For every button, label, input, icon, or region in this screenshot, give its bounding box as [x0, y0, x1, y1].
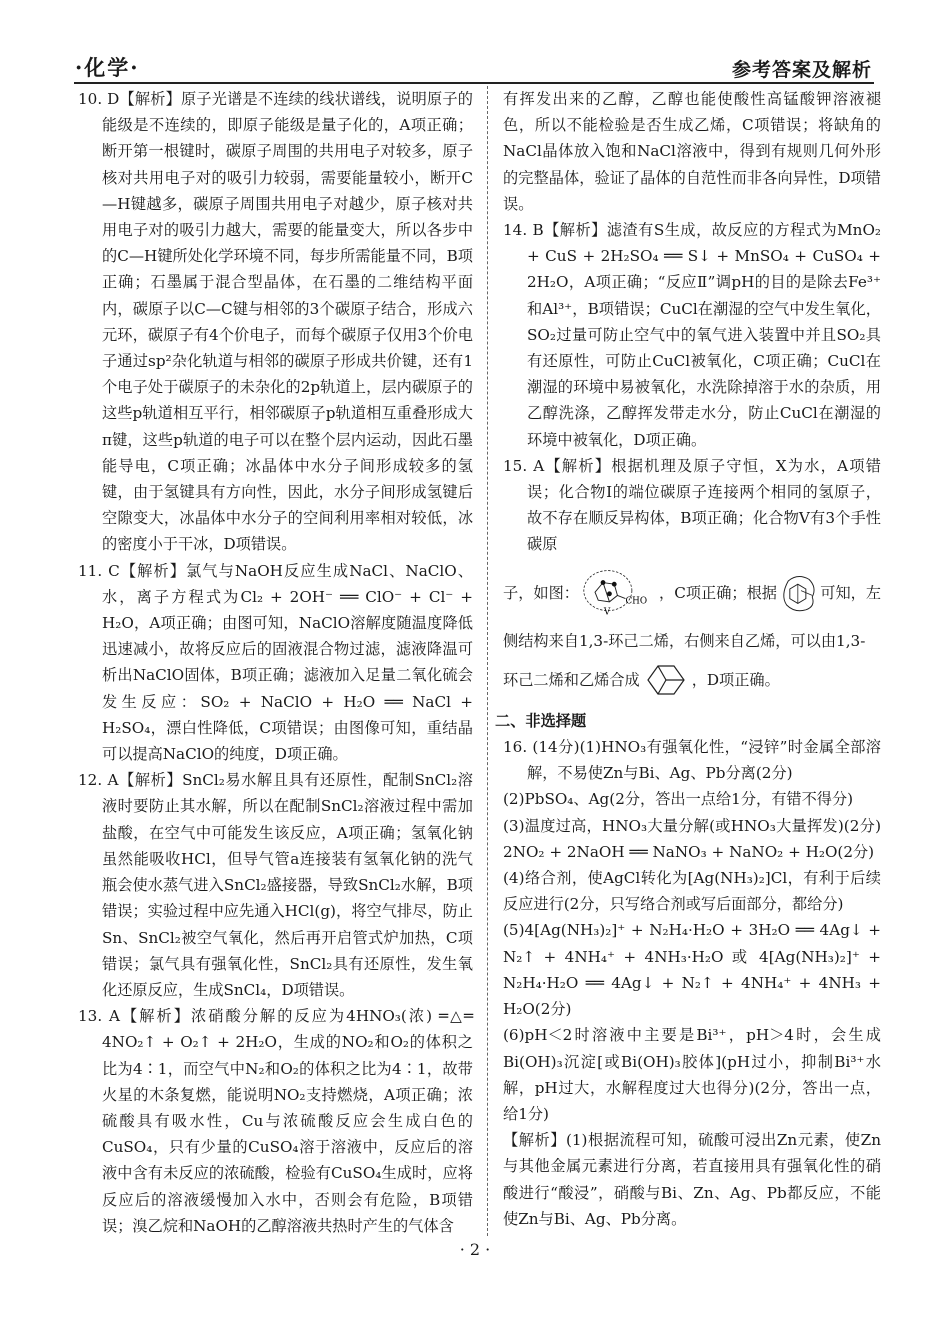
header-rule: [74, 82, 874, 84]
header-title: 参考答案及解析: [731, 59, 872, 81]
v-label: V: [603, 607, 611, 618]
section-heading-non-choice: 二、非选择题: [495, 711, 587, 730]
answer-q16-part-1: 16. (14分)(1)HNO₃有强氧化性，“浸锌”时金属全部溶解，不易使Zn与Bi、Ag、Pb分离(2分): [503, 738, 881, 783]
answer-q12: 12. A【解析】SnCl₂易水解且具有还原性，配制SnCl₂溶液时要防止其水解，所以在配制SnCl₂溶液过程中需加盐酸，在空气中可能发生该反应，A项正确；氢氧化钠虽然能吸收HCl，但导气管a连接装有氢氧化钠的洗气瓶会使水蒸气进入SnCl₂盛接器，导致SnCl₂水解，B项错误；实验过程中应先通入HCl(g)，将空气排尽，防止Sn、SnCl₂被空气氧化，然后再开启管式炉加热，C项错误；氯气具有强氧化性，SnCl₂具有还原性，发生氧化还原反应，生成SnCl₄，D项错误。: [78, 771, 473, 999]
answer-q13-continued: 有挥发出来的乙醇，乙醇也能使酸性高锰酸钾溶液褪色，所以不能检验是否生成乙烯，C项错误；将缺角的NaCl晶体放入饱和NaCl溶液中，得到有规则几何外形的完整晶体，验证了晶体的自范性而非各向异性，D项错误。: [503, 90, 881, 213]
answer-q16-analysis: 【解析】(1)根据流程可知，硫酸可浸出Zn元素，使Zn与其他金属元素进行分离，若直接用具有强氧化性的硝酸进行“酸浸”，硝酸与Bi、Zn、Ag、Pb都反应，不能使Zn与Bi、Ag、Pb分离。: [503, 1131, 881, 1228]
answer-q16-part-4: (4)络合剂，使AgCl转化为[Ag(NH₃)₂]Cl，有利于后续反应进行(2分，只写络合剂或写后面部分，都给分): [503, 869, 881, 914]
q15-figure-row: [503, 562, 881, 624]
answer-q16-part-6: (6)pH＜2时溶液中主要是Bi³⁺，pH＞4时，会生成Bi(OH)₃沉淀[或Bi(OH)₃胶体](pH过小，抑制Bi³⁺水解，pH过大，水解程度过大也得分)(2分，答出一点，给1分): [503, 1026, 881, 1123]
answer-q15-part-a: 15. A【解析】根据机理及原子守恒，X为水，A项错误；化合物Ⅰ的端位碳原子连接两个相同的氢原子，故不存在顺反异构体，B项正确；化合物Ⅴ有3个手性碳原: [503, 456, 881, 554]
retrosynthesis-structure-diagram: [777, 566, 820, 620]
answer-q16-part-2: (2)PbSO₄、Ag(2分，答出一点给1分，有错不得分): [503, 790, 854, 809]
q15-text-d-post: ，D项正确。: [691, 670, 780, 689]
answer-q11: 11. C【解析】氯气与NaOH反应生成NaCl、NaClO、水，离子方程式为Cl₂ + 2OH⁻ ══ ClO⁻ + Cl⁻ + H₂O，A项正确；由图可知，NaClO溶解度随温度降低迅速减小，故将反应后的固液混合物过滤，滤液降温可析出NaClO固体，B项正确；滤液加入足量二氧化硫会发生反应：SO₂ + NaClO + H₂O ══ NaCl + H₂SO₄，漂白性降低，C项错误；由图像可知，重结晶可以提高NaClO的纯度，D项正确。: [78, 561, 473, 764]
q15-product-row: [503, 658, 881, 702]
answer-q14: 14. B【解析】滤渣有S生成，故反应的方程式为MnO₂ + CuS + 2H₂SO₄ ══ S↓ + MnSO₄ + CuSO₄ + 2H₂O，A项正确；“反应Ⅱ”调pH的目的是除去Fe³⁺和Al³⁺，B项错误；CuCl在潮湿的空气中发生氧化，SO₂过量可防止空气中的氧气进入装置中并且SO₂具有还原性，可防止CuCl被氧化，C项正确；CuCl在潮湿的环境中易被氧化，水洗除掉溶于水的杂质，用乙醇洗涤，乙醇挥发带走水分，防止CuCl在潮湿的环境中被氧化，D项正确。: [503, 221, 881, 449]
right-column: [495, 86, 897, 1232]
answer-q15-part-c: 侧结构来自1,3-环己二烯，右侧来自乙烯，可以由1,3-: [503, 631, 866, 650]
q15-text-mid: ，C项正确；根据: [659, 583, 777, 602]
bicyclic-product-diagram: [640, 658, 692, 702]
q15-text-d-pre: 环己二烯和乙烯合成: [503, 670, 640, 689]
column-divider: [487, 86, 488, 1236]
answer-q10: 10. D【解析】原子光谱是不连续的线状谱线，说明原子的能级是不连续的，即原子能级是量子化的，A项正确；断开第一根键时，碳原子周围的共用电子对较多，原子核对共用电子对的吸引力较弱，需要能量较小，断开C—H键越多，碳原子周围共用电子对越少，原子核对共用电子对的吸引力越大，需要的能量变大，所以各步中的C—H键所处化学环境不同，每步所需能量不同，B项正确；石墨属于混合型晶体，在石墨的二维结构平面内，碳原子以C—C键与相邻的3个碳原子结合，形成六元环，碳原子有4个价电子，而每个碳原子仅用3个价电子通过sp²杂化轨道与相邻的碳原子形成共价键，还有1个电子处于碳原子的未杂化的2p轨道上，层内碳原子的这些p轨道相互平行，相邻碳原子p轨道相互重叠形成大π键，这些p轨道的电子可以在整个层内运动，因此石墨能导电，C项正确；冰晶体中水分子间形成较多的氢键，由于氢键具有方向性，因此，水分子间形成氢键后空隙变大，冰晶体中水分子的空间利用率相对较低，冰的密度小于干冰，D项错误。: [78, 90, 473, 554]
answer-q13: 13. A【解析】浓硝酸分解的反应为4HNO₃(浓) ═△═ 4NO₂↑ + O₂↑ + 2H₂O，生成的NO₂和O₂的体积之比为4∶1，而空气中N₂和O₂的体积之比为4∶1，故带火星的木条复燃，能说明NO₂支持燃烧，A项正确；浓硫酸具有吸水性，Cu与浓硫酸反应会生成白色的CuSO₄，只有少量的CuSO₄溶于溶液中，反应后的溶液中含有未反应的浓硫酸，检验有CuSO₄生成时，应将反应后的溶液缓慢加入水中，否则会有危险，B项错误；溴乙烷和NaOH的乙醇溶液共热时产生的气体含: [78, 1007, 473, 1235]
cho-label: CHO: [625, 596, 648, 607]
q15-text-pre: 子，如图：: [503, 583, 579, 602]
header-subject: ·化学·: [75, 55, 140, 80]
left-column: [78, 86, 473, 1239]
q15-text-post: 可知，左: [820, 583, 881, 602]
page-number: · 2 ·: [459, 1240, 491, 1259]
answer-q16-part-5: (5)4[Ag(NH₃)₂]⁺ + N₂H₄·H₂O + 3H₂O ══ 4Ag↓ + N₂↑ + 4NH₄⁺ + 4NH₃·H₂O 或 4[Ag(NH₃)₂]⁺ + N₂H₄·H₂O ══ 4Ag↓ + N₂↑ + 4NH₄⁺ + 4NH₃ + H₂O(2分): [503, 921, 881, 1019]
compound-v-structure-diagram: [579, 562, 659, 624]
answer-q16-part-3: (3)温度过高，HNO₃大量分解(或HNO₃大量挥发)(2分) 2NO₂ + 2NaOH ══ NaNO₃ + NaNO₂ + H₂O(2分): [503, 816, 897, 861]
